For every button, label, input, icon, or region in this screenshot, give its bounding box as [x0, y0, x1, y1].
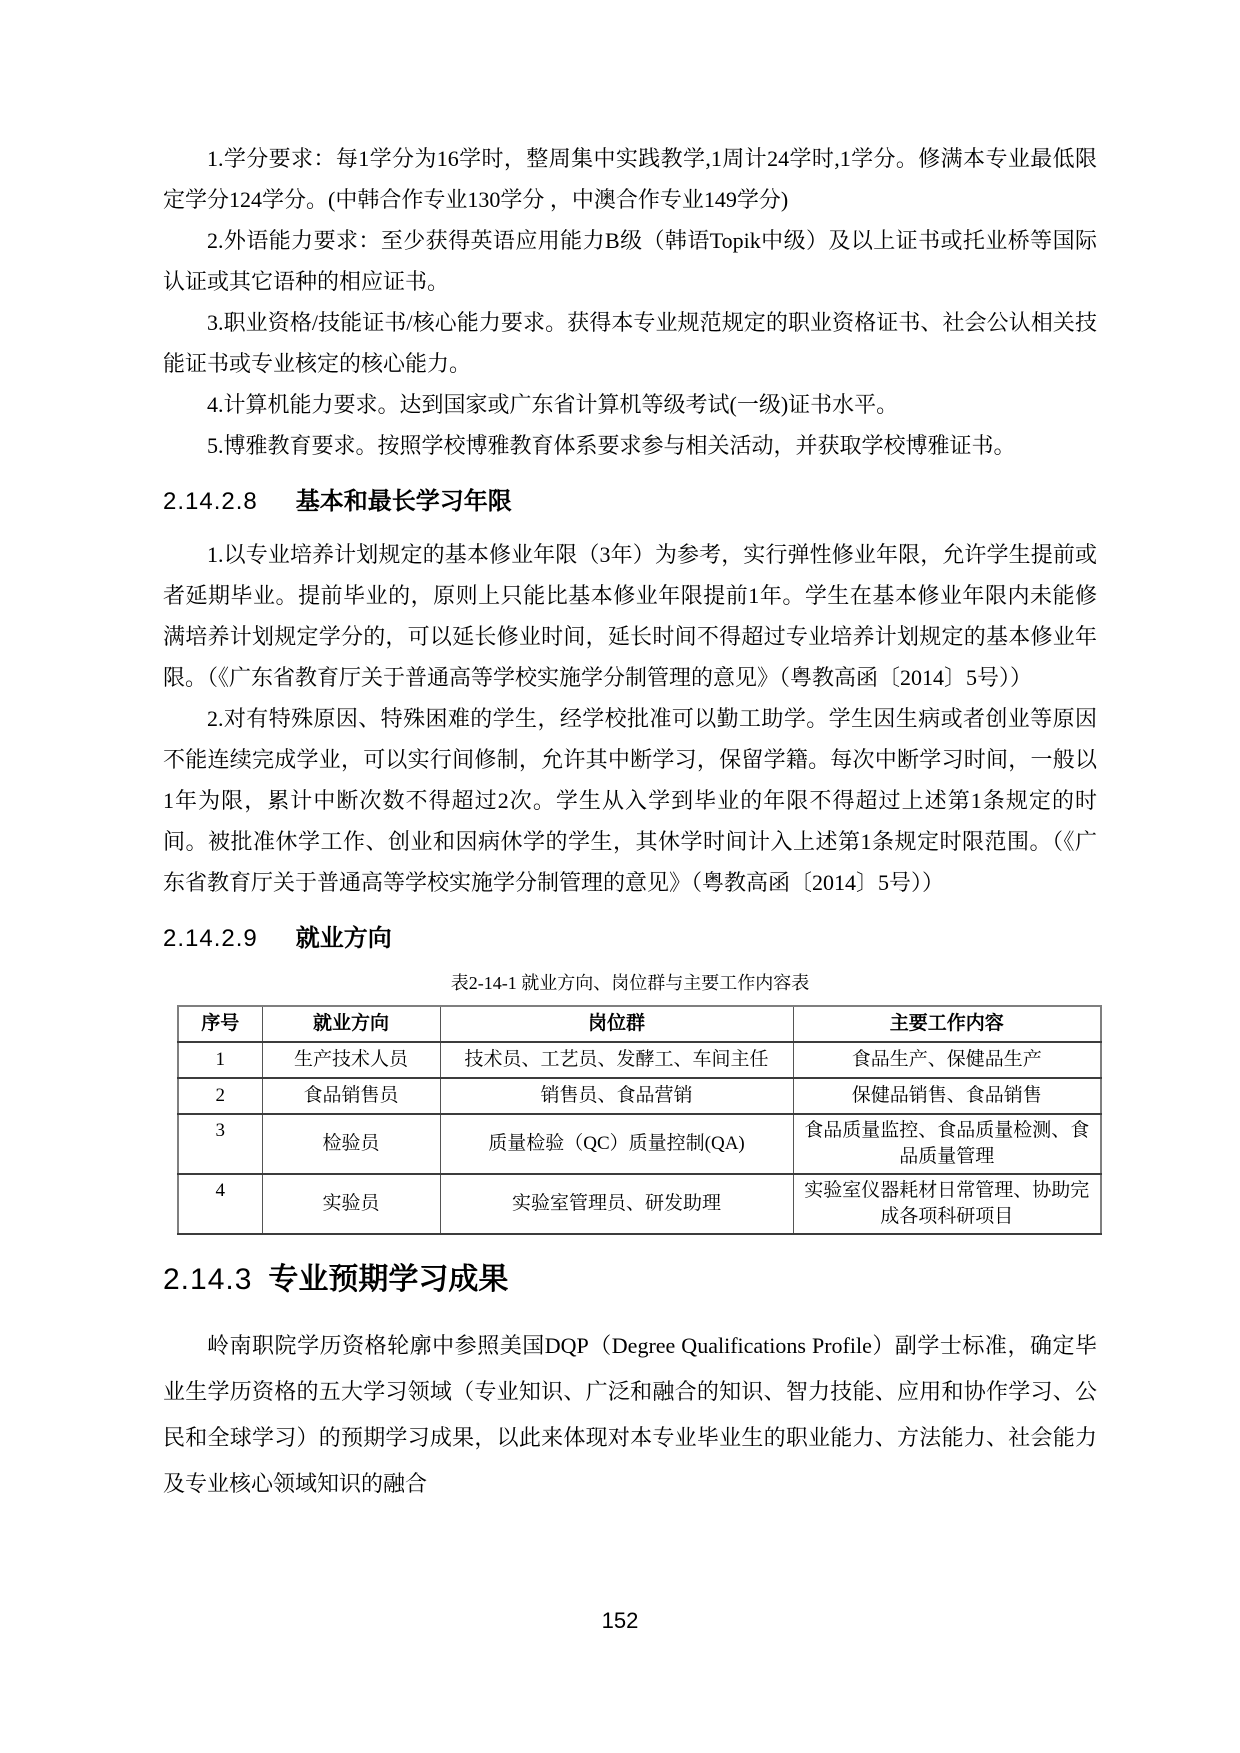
table-row — [178, 1114, 1101, 1174]
cell-main-duties: 实验室仪器耗材日常管理、协助完成各项科研项目 — [793, 1174, 1101, 1234]
section-heading-outcomes — [163, 1261, 1097, 1299]
intro-item-certificates: 3.职业资格/技能证书/核心能力要求。获得本专业规范规定的职业资格证书、社会公认相关技能证书或专业核定的核心能力。 — [163, 310, 1097, 376]
section-heading-study-years — [163, 487, 1097, 517]
cell-index: 1 — [178, 1042, 262, 1078]
section-title: 基本和最长学习年限 — [295, 488, 512, 515]
cell-post-group: 技术员、工艺员、发酵工、车间主任 — [440, 1042, 793, 1078]
intro-item-liberal-education: 5.博雅教育要求。按照学校博雅教育体系要求参与相关活动，并获取学校博雅证书。 — [207, 433, 1016, 458]
cell-index: 2 — [178, 1078, 262, 1114]
cell-direction: 生产技术人员 — [262, 1042, 440, 1078]
intro-item-foreign-language: 2.外语能力要求：至少获得英语应用能力B级（韩语Topik中级）及以上证书或托业桥等国际认证或其它语种的相应证书。 — [163, 228, 1097, 294]
section-number: 2.14.2.9 — [163, 925, 258, 952]
employment-table — [177, 1005, 1102, 1235]
cell-post-group: 实验室管理员、研发助理 — [440, 1174, 793, 1234]
cell-direction: 食品销售员 — [262, 1078, 440, 1114]
cell-direction: 实验员 — [262, 1174, 440, 1234]
table-caption: 表2-14-1 就业方向、岗位群与主要工作内容表 — [450, 973, 810, 993]
col-header-main-duties: 主要工作内容 — [793, 1006, 1101, 1042]
intro-item-computer: 4.计算机能力要求。达到国家或广东省计算机等级考试(一级)证书水平。 — [207, 392, 899, 417]
cell-main-duties: 食品质量监控、食品质量检测、食品质量管理 — [793, 1114, 1101, 1174]
cell-index: 4 — [178, 1174, 262, 1234]
section-number: 2.14.2.8 — [163, 488, 258, 515]
section-number: 2.14.3 — [163, 1263, 253, 1296]
cell-direction: 检验员 — [262, 1114, 440, 1174]
cell-post-group: 质量检验（QC）质量控制(QA) — [440, 1114, 793, 1174]
col-header-post-group: 岗位群 — [440, 1006, 793, 1042]
cell-index: 3 — [178, 1114, 262, 1174]
table-row — [178, 1042, 1101, 1078]
section-title: 专业预期学习成果 — [268, 1263, 509, 1296]
cell-main-duties: 保健品销售、食品销售 — [793, 1078, 1101, 1114]
col-header-index: 序号 — [178, 1006, 262, 1042]
cell-main-duties: 食品生产、保健品生产 — [793, 1042, 1101, 1078]
study-years-paragraph-1: 1.以专业培养计划规定的基本修业年限（3年）为参考，实行弹性修业年限，允许学生提前或者延期毕业。提前毕业的，原则上只能比基本修业年限提前1年。学生在基本修业年限内未能修满培养计划规定学分的，可以延长修业时间，延长时间不得超过专业培养计划规定的基本修业年限。（《广东省教育厅关于普通高等学校实施学分制管理的意见》（粤教高函〔2014〕5号）） — [163, 542, 1097, 690]
table-header-row — [178, 1006, 1101, 1042]
page-content — [163, 138, 1097, 1507]
intro-item-credits: 1.学分要求：每1学分为16学时，整周集中实践教学,1周计24学时,1学分。修满本专业最低限定学分124学分。(中韩合作专业130学分 ，中澳合作专业149学分) — [163, 146, 1097, 212]
cell-post-group: 销售员、食品营销 — [440, 1078, 793, 1114]
table-row — [178, 1078, 1101, 1114]
col-header-direction: 就业方向 — [262, 1006, 440, 1042]
study-years-paragraph-2: 2.对有特殊原因、特殊困难的学生，经学校批准可以勤工助学。学生因生病或者创业等原因不能连续完成学业，可以实行间修制，允许其中断学习，保留学籍。每次中断学习时间，一般以1年为限，累计中断次数不得超过2次。学生从入学到毕业的年限不得超过上述第1条规定的时间。被批准休学工作、创业和因病休学的学生，其休学时间计入上述第1条规定时限范围。（《广东省教育厅关于普通高等学校实施学分制管理的意见》（粤教高函〔2014〕5号）） — [163, 706, 1097, 895]
page-number: 152 — [601, 1608, 639, 1633]
outcomes-paragraph: 岭南职院学历资格轮廓中参照美国DQP（Degree Qualifications Profile）副学士标准，确定毕业生学历资格的五大学习领域（专业知识、广泛和融合的知识、智力技能、应用和协作学习、公民和全球学习）的预期学习成果，以此来体现对本专业毕业生的职业能力、方法能力、社会能力及专业核心领域知识的融合 — [163, 1333, 1097, 1496]
table-row — [178, 1174, 1101, 1234]
section-heading-employment — [163, 924, 1097, 954]
section-title: 就业方向 — [295, 925, 392, 952]
